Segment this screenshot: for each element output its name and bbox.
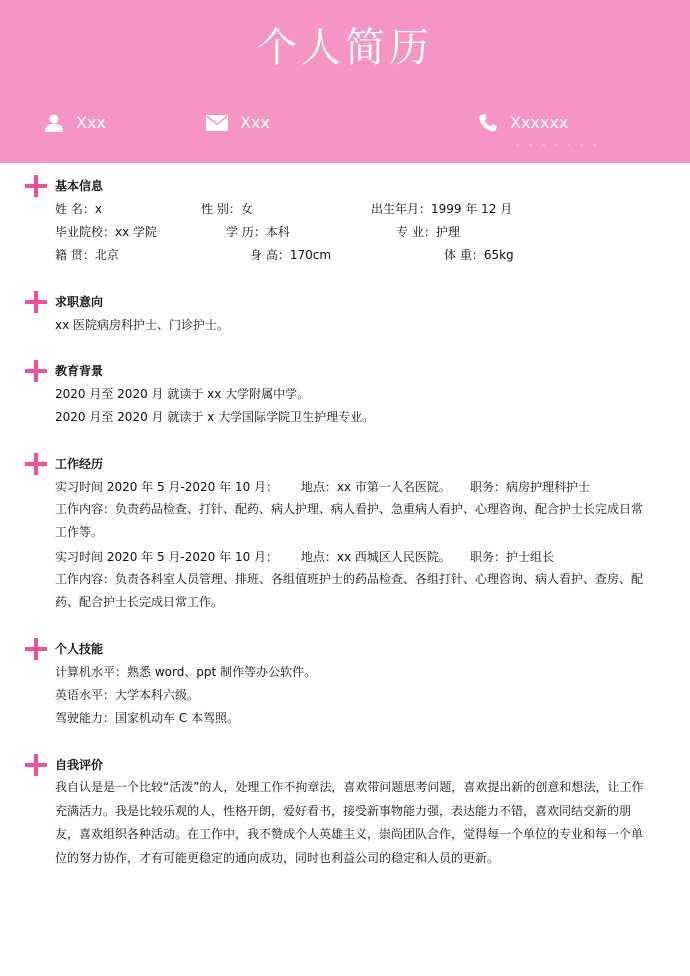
- section-title: 基本信息: [55, 179, 104, 193]
- field-height: 身 高：170cm: [250, 248, 332, 262]
- section-title: 教育背景: [55, 364, 104, 378]
- section-title: 工作经历: [55, 457, 104, 471]
- skill-item: 英语水平：大学本科六级。: [55, 688, 200, 702]
- contact-phone: [478, 110, 568, 136]
- job2-header: 实习时间 2020 年 5 月-2020 年 10 月： 地点：xx 西城区人民医院。 职务：护士组长: [55, 550, 554, 564]
- section-title: 求职意向: [55, 295, 104, 309]
- plus-icon: [25, 175, 47, 197]
- self-evaluation-text: 我自认是是一个比较“活泼”的人，处理工作不拘章法，喜欢带问题思考问题，喜欢提出新的创意和想法，让工作充满活力。我是比较乐观的人，性格开朗，爱好看书，接受新事物能力强，表达能力不错，喜欢同结交新的朋友，喜欢组织各种活动。在工作中，我不赞成个人英雄主义，崇尚团队合作，觉得每一个单位的专业和每一个单位的努力协作，才有可能更稳定的通向成功，同时也利益公司的稳定和人员的更新。: [55, 780, 644, 865]
- plus-icon: [25, 291, 47, 313]
- field-birth: 出生年月：1999 年 12 月: [371, 202, 513, 216]
- phone-icon: [478, 113, 498, 133]
- phone-underline: - - - - - - -: [516, 140, 600, 151]
- plus-icon: [25, 638, 47, 660]
- contact-name-text: Xxx: [76, 113, 106, 132]
- job1-header: 实习时间 2020 年 5 月-2020 年 10 月： 地点：xx 市第一人名医院。 职务：病房护理科护士: [55, 480, 590, 494]
- plus-icon: [25, 754, 47, 776]
- section-title: 自我评价: [55, 758, 104, 772]
- intent-text: xx 医院病房科护士、门诊护士。: [55, 318, 230, 332]
- mail-icon: [206, 115, 228, 131]
- field-weight: 体 重：65kg: [444, 248, 514, 262]
- user-icon: [44, 113, 64, 133]
- plus-icon: [25, 453, 47, 475]
- plus-icon: [25, 360, 47, 382]
- contact-email: [206, 110, 270, 136]
- field-hometown: 籍 贯：北京: [55, 248, 119, 262]
- education-item: 2020 月至 2020 月 就读于 x 大学国际学院卫生护理专业。: [55, 410, 375, 424]
- field-major: 专 业：护理: [396, 225, 460, 239]
- education-item: 2020 月至 2020 月 就读于 xx 大学附属中学。: [55, 387, 310, 401]
- contact-email-text: Xxx: [240, 113, 270, 132]
- field-school: 毕业院校：xx 学院: [55, 225, 158, 239]
- contact-phone-text: Xxxxxx: [510, 113, 569, 132]
- skill-item: 驾驶能力：国家机动车 C 本驾照。: [55, 711, 240, 725]
- section-title: 个人技能: [55, 642, 104, 656]
- field-education: 学 历：本科: [226, 225, 290, 239]
- page-title: 个人简历: [257, 25, 433, 71]
- header-banner: [0, 0, 690, 163]
- field-gender: 性 别：女: [201, 202, 253, 216]
- skill-item: 计算机水平：熟悉 word、ppt 制作等办公软件。: [55, 665, 317, 679]
- contact-name: [44, 110, 106, 136]
- job2-content: 工作内容：负责各科室人员管理、排班、各组值班护士的药品检查、各组打针、心理咨询、病人看护、查房、配药、配合护士长完成日常工作。: [55, 572, 644, 609]
- field-name: 姓 名：x: [55, 202, 102, 216]
- job1-content: 工作内容：负责药品检查、打针、配药、病人护理、病人看护、急重病人看护、心理咨询、配合护士长完成日常工作等。: [55, 502, 644, 539]
